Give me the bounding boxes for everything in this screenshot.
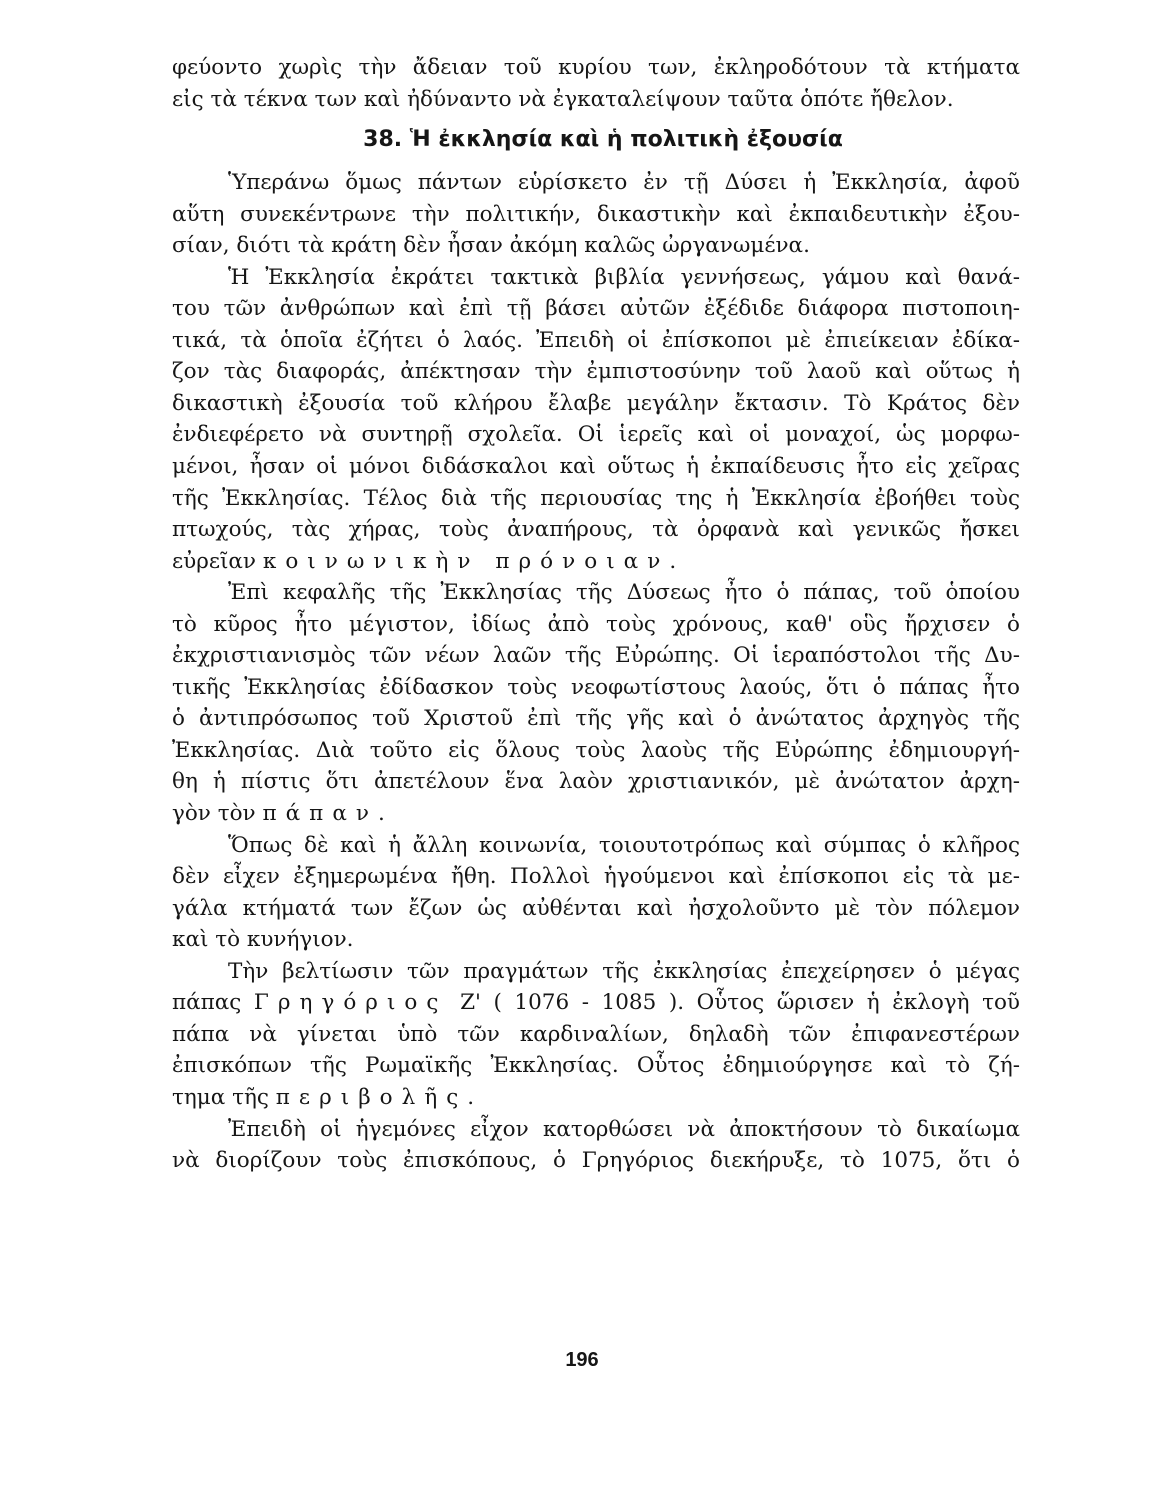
text-line: καὶ τὸ κυνήγιον. [172,927,354,953]
text-line: Ἐκκλησίας. Διὰ τοῦτο εἰς ὅλους τοὺς λαοὺς τῆς Εὐρώπης ἐδημιουργή- [172,737,1020,763]
text-line: ἐπισκόπων τῆς Ρωμαϊκῆς Ἐκκλησίας. Οὗτος ἐδημιούργησε καὶ τὸ ζή- [172,1053,1020,1079]
text-line: ὁ ἀντιπρόσωπος τοῦ Χριστοῦ ἐπὶ τῆς γῆς καὶ ὁ ἀνώτατος ἀρχηγὸς τῆς [172,706,1020,732]
text-fragment: εὐρεῖαν [172,548,257,574]
text-line: φεύοντο χωρὶς τὴν ἄδειαν τοῦ κυρίου των, ἐκληροδότουν τὰ κτήματα [172,55,1020,80]
text-line: τικῆς Ἐκκλησίας ἐδίδασκον τοὺς νεοφωτίστους λαούς, ὅτι ὁ πάπας ἦτο [172,674,1020,700]
text-line: ἐκχριστιανισμὸς τῶν νέων λαῶν τῆς Εὐρώπης. Οἱ ἱεραπόστολοι τῆς Δυ- [172,643,1020,669]
text-line: τῆς Ἐκκλησίας. Τέλος διὰ τῆς περιουσίας της ἡ Ἐκκλησία ἐβοήθει τοὺς [172,485,1020,511]
text-line: πάπα νὰ γίνεται ὑπὸ τῶν καρδιναλίων, δηλαδὴ τῶν ἐπιφανεστέρων [172,1021,1020,1047]
text-line: γάλα κτήματά των ἔζων ὡς αὐθένται καὶ ἠσχολοῦντο μὲ τὸν πόλεμον [172,895,1020,921]
text-line: δὲν εἶχεν ἐξημερωμένα ἤθη. Πολλοὶ ἡγούμενοι καὶ ἐπίσκοποι εἰς τὰ με- [172,864,1020,890]
spaced-emphasis: Γρηγόριος [253,990,448,1016]
text-fragment: γὸν τὸν [172,801,256,827]
text-line [172,1082,1020,1114]
text-line: Τὴν βελτίωσιν τῶν πραγμάτων τῆς ἐκκλησίας ἐπεχείρησεν ὁ μέγας [228,958,1020,984]
text-line: Ἡ Ἐκκλησία ἐκράτει τακτικὰ βιβλία γεννήσεως, γάμου καὶ θανά- [228,264,1020,290]
text-line: μένοι, ἦσαν οἱ μόνοι διδάσκαλοι καὶ οὕτως ἡ ἐκπαίδευσις ἦτο εἰς χεῖρας [172,454,1020,480]
text-line [172,798,1020,830]
page-number: 196 [565,1349,599,1371]
text-line [172,546,1020,578]
text-line: αὕτη συνεκέντρωνε τὴν πολιτικήν, δικαστικὴν καὶ ἐκπαιδευτικὴν ἐξου- [172,201,1020,227]
text-line: Ὑπεράνω ὅμως πάντων εὑρίσκετο ἐν τῇ Δύσει ἡ Ἐκκλησία, ἀφοῦ [228,170,1020,196]
text-line: εἰς τὰ τέκνα των καὶ ἠδύναντο νὰ ἐγκαταλείψουν ταῦτα ὁπότε ἤθελον. [172,86,954,112]
text-line: ἐνδιεφέρετο νὰ συντηρῇ σχολεῖα. Οἱ ἱερεῖς καὶ οἱ μοναχοί, ὡς μορφω- [172,422,1020,448]
text-fragment: τημα τῆς [172,1084,269,1110]
spaced-emphasis: πάπαν. [262,801,394,827]
spaced-emphasis: περιβολῆς. [275,1084,484,1110]
text-line: νὰ διορίζουν τοὺς ἐπισκόπους, ὁ Γρηγόριος διεκήρυξε, τὸ 1075, ὅτι ὁ [172,1148,1020,1174]
spaced-emphasis: κοινωνικὴν πρόνοιαν. [262,548,686,574]
text-line: θη ἡ πίστις ὅτι ἀπετέλουν ἕνα λαὸν χριστιανικόν, μὲ ἀνώτατον ἀρχη- [172,769,1020,795]
text-line: Ἐπὶ κεφαλῆς τῆς Ἐκκλησίας τῆς Δύσεως ἦτο ὁ πάπας, τοῦ ὁποίου [228,580,1020,606]
body-text [172,52,1020,1177]
text-line: σίαν, διότι τὰ κράτη δὲν ἦσαν ἀκόμη καλῶς ὠργανωμένα. [172,233,810,259]
text-line: Ὅπως δὲ καὶ ἡ ἄλλη κοινωνία, τοιουτοτρόπως καὶ σύμπας ὁ κλῆρος [228,832,1020,858]
text-line: τικά, τὰ ὁποῖα ἐζήτει ὁ λαός. Ἐπειδὴ οἱ ἐπίσκοποι μὲ ἐπιείκειαν ἐδίκα- [172,327,1020,353]
text-line: δικαστικὴ ἐξουσία τοῦ κλήρου ἔλαβε μεγάλην ἔκτασιν. Τὸ Κράτος δὲν [172,390,1020,416]
text-fragment: πάπας [172,990,242,1016]
text-fragment: Ζ' ( 1076 - 1085 ). Οὗτος ὥρισεν ἡ ἐκλογὴ τοῦ [460,990,1020,1016]
text-line: τὸ κῦρος ἦτο μέγιστον, ἰδίως ἀπὸ τοὺς χρόνους, καθ' οὓς ἤρχισεν ὁ [172,611,1020,637]
text-line: Ἐπειδὴ οἱ ἡγεμόνες εἶχον κατορθώσει νὰ ἀποκτήσουν τὸ δικαίωμα [228,1116,1020,1142]
text-line: πτωχούς, τὰς χήρας, τοὺς ἀναπήρους, τὰ ὀρφανὰ καὶ γενικῶς ἤσκει [172,517,1020,543]
text-line: ζον τὰς διαφοράς, ἀπέκτησαν τὴν ἐμπιστοσύνην τοῦ λαοῦ καὶ οὕτως ἡ [172,359,1020,385]
section-heading: 38. Ἡ ἐκκλησία καὶ ἡ πολιτικὴ ἐξουσία [363,127,843,153]
text-line: του τῶν ἀνθρώπων καὶ ἐπὶ τῇ βάσει αὐτῶν ἐξέδιδε διάφορα πιστοποιη- [172,296,1020,322]
text-line [172,987,1020,1019]
